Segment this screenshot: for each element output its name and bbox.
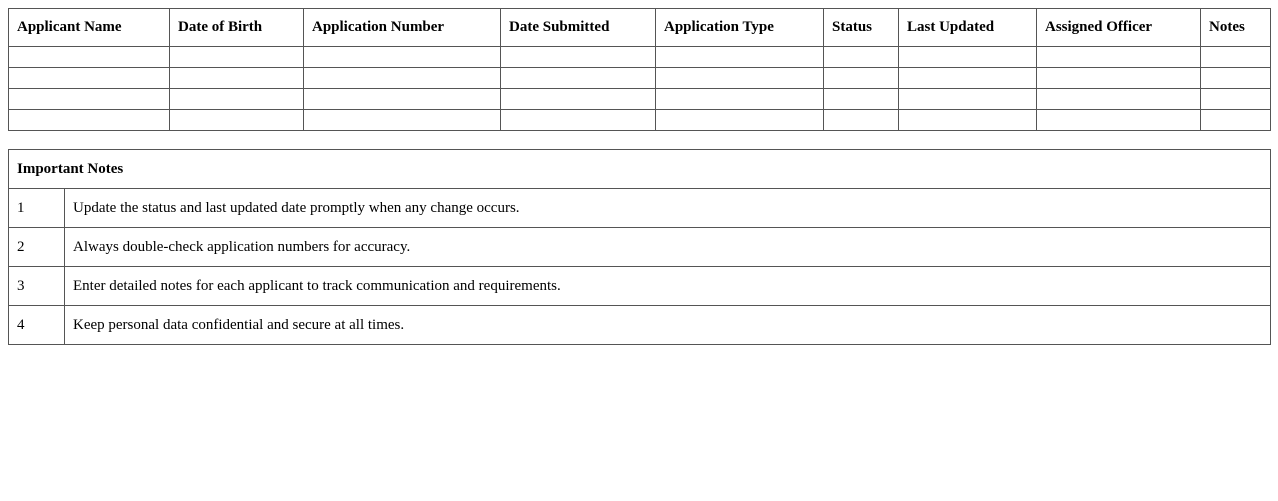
table-cell[interactable] — [824, 68, 899, 89]
notes-header-row — [9, 150, 1271, 189]
table-cell[interactable] — [656, 89, 824, 110]
list-item — [9, 228, 1271, 267]
note-number: 1 — [9, 189, 65, 228]
table-cell[interactable] — [304, 47, 501, 68]
list-item — [9, 189, 1271, 228]
note-text: Enter detailed notes for each applicant to track communication and requirements. — [65, 267, 1271, 306]
table-cell[interactable] — [501, 89, 656, 110]
note-number: 4 — [9, 306, 65, 345]
table-cell[interactable] — [170, 68, 304, 89]
column-header-application-number: Application Number — [304, 9, 501, 47]
table-row — [9, 89, 1271, 110]
table-cell[interactable] — [501, 47, 656, 68]
table-cell[interactable] — [899, 110, 1037, 131]
table-cell[interactable] — [899, 68, 1037, 89]
table-cell[interactable] — [1037, 89, 1201, 110]
column-header-applicant-name: Applicant Name — [9, 9, 170, 47]
table-cell[interactable] — [501, 110, 656, 131]
column-header-assigned-officer: Assigned Officer — [1037, 9, 1201, 47]
table-cell[interactable] — [1037, 110, 1201, 131]
table-cell[interactable] — [656, 47, 824, 68]
note-text: Update the status and last updated date promptly when any change occurs. — [65, 189, 1271, 228]
table-cell[interactable] — [899, 47, 1037, 68]
table-row — [9, 47, 1271, 68]
table-cell[interactable] — [304, 89, 501, 110]
table-cell[interactable] — [824, 89, 899, 110]
table-cell[interactable] — [824, 110, 899, 131]
table-row — [9, 68, 1271, 89]
table-cell[interactable] — [9, 68, 170, 89]
table-cell[interactable] — [1201, 68, 1271, 89]
table-cell[interactable] — [304, 68, 501, 89]
column-header-notes: Notes — [1201, 9, 1271, 47]
table-cell[interactable] — [1201, 110, 1271, 131]
table-row — [9, 110, 1271, 131]
table-cell[interactable] — [170, 110, 304, 131]
column-header-status: Status — [824, 9, 899, 47]
table-cell[interactable] — [1201, 47, 1271, 68]
table-cell[interactable] — [9, 110, 170, 131]
note-number: 2 — [9, 228, 65, 267]
table-cell[interactable] — [9, 47, 170, 68]
table-cell[interactable] — [501, 68, 656, 89]
column-header-date-of-birth: Date of Birth — [170, 9, 304, 47]
column-header-last-updated: Last Updated — [899, 9, 1037, 47]
table-cell[interactable] — [170, 47, 304, 68]
table-cell[interactable] — [824, 47, 899, 68]
table-cell[interactable] — [656, 110, 824, 131]
table-cell[interactable] — [170, 89, 304, 110]
table-cell[interactable] — [304, 110, 501, 131]
table-cell[interactable] — [899, 89, 1037, 110]
table-cell[interactable] — [1037, 47, 1201, 68]
column-header-application-type: Application Type — [656, 9, 824, 47]
list-item — [9, 306, 1271, 345]
table-cell[interactable] — [656, 68, 824, 89]
note-text: Always double-check application numbers for accuracy. — [65, 228, 1271, 267]
list-item — [9, 267, 1271, 306]
notes-title: Important Notes — [9, 150, 1271, 189]
note-number: 3 — [9, 267, 65, 306]
application-tracker-table — [8, 8, 1271, 131]
table-cell[interactable] — [9, 89, 170, 110]
important-notes-table — [8, 149, 1271, 345]
note-text: Keep personal data confidential and secure at all times. — [65, 306, 1271, 345]
table-cell[interactable] — [1201, 89, 1271, 110]
column-header-date-submitted: Date Submitted — [501, 9, 656, 47]
table-cell[interactable] — [1037, 68, 1201, 89]
table-header-row — [9, 9, 1271, 47]
